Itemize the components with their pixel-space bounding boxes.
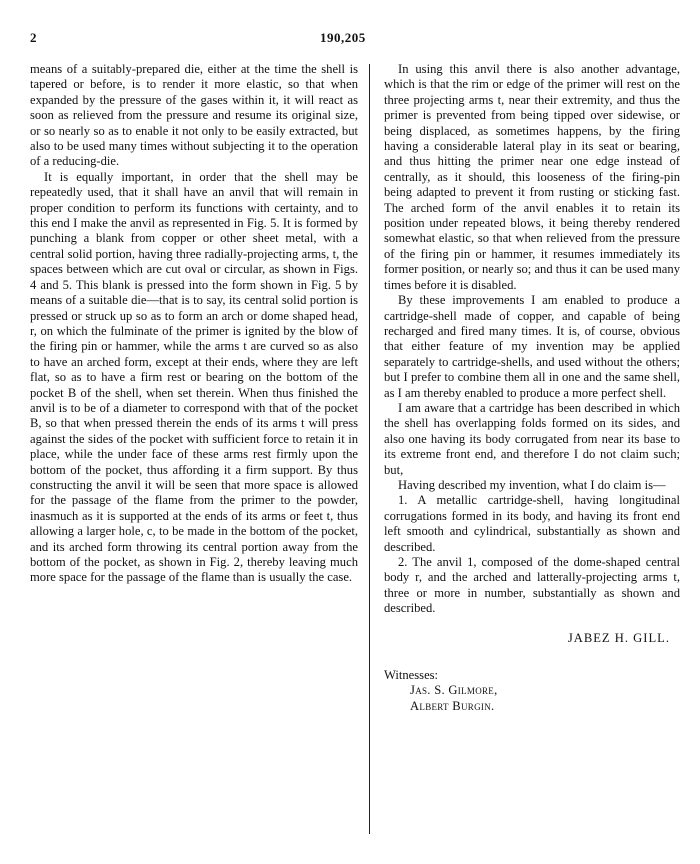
page-number: 2 bbox=[30, 30, 37, 45]
claim-1: 1. A metallic cartridge-shell, having longitudinal corrugations formed in its body, and having its front end left smooth and cylindrical, substantially as shown and described. bbox=[384, 493, 680, 554]
right-column bbox=[384, 62, 680, 714]
witness-name: Jas. S. Gilmore, bbox=[410, 683, 498, 698]
body-paragraph: means of a suitably-prepared die, either at the time the shell is tapered or before, is to render it more elastic, so that when expanded by the pressure of the gases within it, it will react as soon as relieved from the pressure and resume its original size, or so nearly so as to enable it not only to be easily extracted, but also to be used many times without subjecting it to the operation of a reducing-die. bbox=[30, 62, 358, 169]
patent-number: 190,205 bbox=[320, 30, 366, 45]
body-paragraph: In using this anvil there is also another advantage, which is that the rim or edge of the primer will rest on the three projecting arms t, near their extremity, and thus the primer is prevented from being tipped over sidewise, or being displaced, as sometimes happens, by the firing having a considerable lateral play in its seat or bearing, and thus hitting the primer near one edge instead of centrally, as it should, this looseness of the firing-pin being adapted to prevent it from rusting or sticking fast. The arched form of the anvil enables it to retain its position under repeated blows, it being thereby rendered somewhat elastic, so that when relieved from the pressure of the firing pin or hammer, it resumes immediately its former position, or nearly so; and thus it can be used many times before it is disabled. bbox=[384, 62, 680, 292]
witness-name: Albert Burgin. bbox=[410, 698, 495, 713]
witnesses-label: Witnesses: bbox=[384, 668, 439, 683]
claim-intro: Having described my invention, what I do claim is— bbox=[398, 477, 666, 492]
inventor-signature: JABEZ H. GILL. bbox=[567, 630, 670, 645]
claim-2: 2. The anvil 1, composed of the dome-shaped central body r, and the arched and latterally-projecting arms t, three or more in number, substantially as shown and described. bbox=[384, 555, 680, 616]
body-paragraph: By these improvements I am enabled to produce a cartridge-shell made of copper, and capable of being recharged and fired many times. It is, of course, obvious that either feature of my invention may be applied separately to cartridge-shells, and used without the others; but I prefer to combine them all in one and the same shell, as I am thereby enabled to produce a more perfect shell. bbox=[384, 293, 680, 400]
left-column bbox=[30, 62, 358, 586]
body-paragraph: It is equally important, in order that the shell may be repeatedly used, that it shall have an anvil that will remain in proper condition to perform its functions with certainty, and to this end I make the anvil as represented in Fig. 5. It is formed by punching a blank from copper or other sheet metal, with a central solid portion, having three radially-projecting arms, t, the spaces between which are cut oval or circular, as shown in Figs. 4 and 5. This blank is pressed into the form shown in Fig. 5 by means of a suitable die—that is to say, its central solid portion is pressed or struck up so as to form an arch or dome shaped head, r, on which the fulminate of the primer is ignited by the blow of the firing pin or hammer, while the arms t are curved so as also to have an arched form, except at their ends, where they are left flat, so as to have a firm rest or bearing on the bottom of the pocket B of the shell, when set therein. When thus finished the anvil is to be of a diameter to correspond with that of the pocket B, so that when pressed therein the ends of its arms t will press against the sides of the pocket with sufficient force to retain it in place, while the under face of these arms rest firmly upon the bottom of the pocket, thus affording it a firm support. By thus constructing the anvil it will be seen that more space is allowed for the passage of the flame from the primer to the powder, inasmuch as it is supported at the ends of its arms or feet t, thus allowing a larger hole, c, to be made in the bottom of the pocket, and its arched form throwing its central portion away from the bottom of the pocket, as shown in Fig. 2, thereby leaving much more space for the passage of the flame than is usually the case. bbox=[30, 169, 358, 585]
column-divider bbox=[369, 64, 370, 834]
body-paragraph: I am aware that a cartridge has been described in which the shell has overlapping folds formed on its sides, and also one having its body corrugated from near its base to its extreme front end, and therefore I do not claim such; but, bbox=[384, 400, 680, 477]
